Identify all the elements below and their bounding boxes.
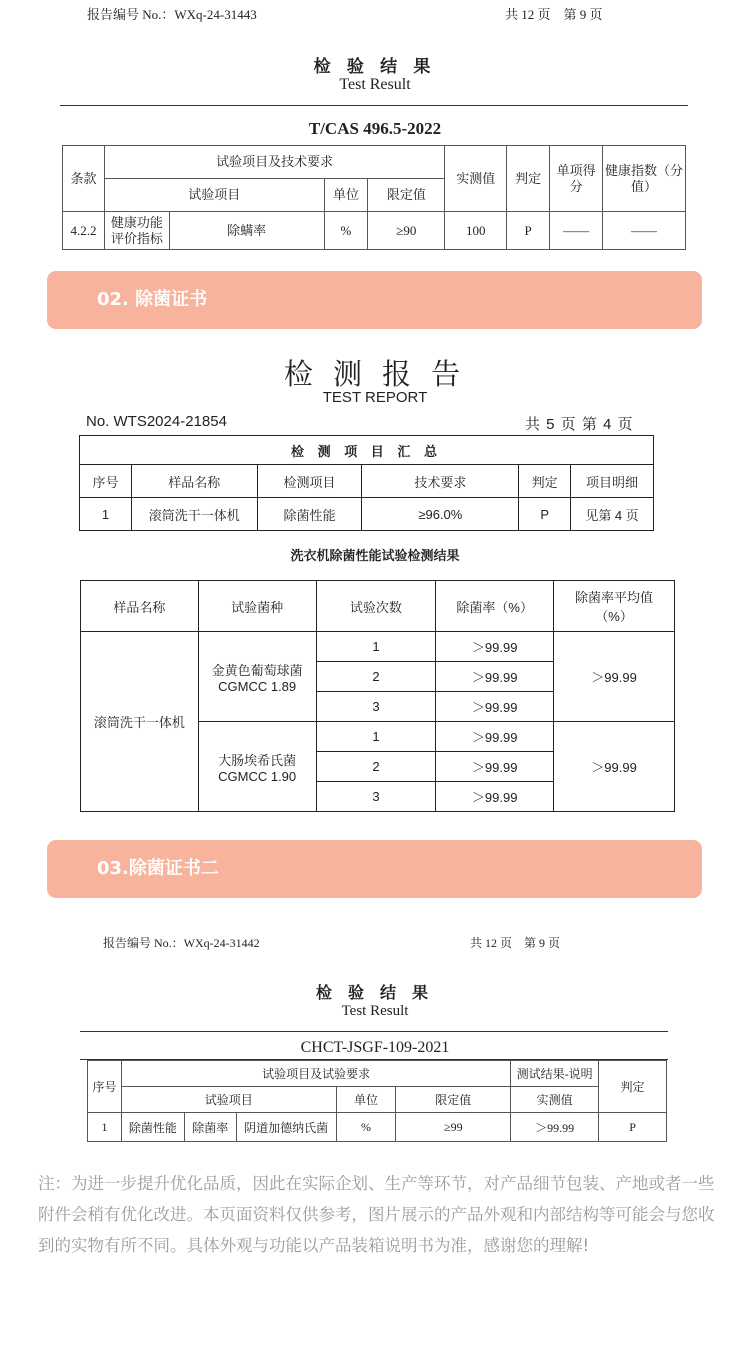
cell-category: 除菌性能	[121, 1113, 184, 1142]
detail-table-title: 洗衣机除菌性能试验检测结果	[290, 548, 460, 563]
divider	[60, 105, 688, 106]
header-requirement: 技术要求	[362, 465, 519, 498]
header-items-requirements: 试验项目及技术要求	[104, 146, 444, 179]
page-title-en: Test Result	[339, 76, 411, 93]
cell-judge: P	[519, 498, 571, 531]
cell-judge: P	[507, 212, 550, 250]
cell-unit: %	[336, 1113, 396, 1142]
section-banner-sterilization-certificate: 02. 除菌证书	[47, 271, 702, 329]
strain-code: CGMCC 1.90	[218, 768, 297, 784]
cell-limit: ≥99	[396, 1113, 511, 1142]
cell-category: 健康功能评价指标	[104, 212, 169, 250]
cell-clause: 4.2.2	[63, 212, 105, 250]
report-number: 报告编号 No.：WXq-24-31443	[87, 7, 257, 22]
strain-name: 大肠埃希氏菌	[218, 752, 297, 768]
cell-measured: 100	[445, 212, 507, 250]
header-no: 序号	[80, 465, 132, 498]
cell-item: 除菌率	[184, 1113, 236, 1142]
cell-requirement: ≥96.0%	[362, 498, 519, 531]
header-detail: 项目明细	[571, 465, 654, 498]
cell-item: 除螨率	[169, 212, 324, 250]
cell-run: 1	[316, 632, 436, 662]
header-average: 除菌率平均值（%）	[554, 581, 675, 632]
summary-table	[79, 435, 654, 531]
header-unit: 单位	[324, 179, 368, 212]
header-judge: 判定	[519, 465, 571, 498]
cell-measured: ＞99.99	[511, 1113, 599, 1142]
report-number: 报告编号 No.：WXq-24-31442	[103, 936, 260, 950]
cell-strain	[198, 722, 316, 812]
cell-strain: 阴道加德纳氏菌	[236, 1113, 336, 1142]
cell-rate: ＞99.99	[436, 722, 554, 752]
header-items-requirements: 试验项目及试验要求	[121, 1061, 510, 1087]
header-sample: 样品名称	[81, 581, 199, 632]
cell-single-score: ——	[550, 212, 603, 250]
report-title: 检 测 报 告	[283, 359, 467, 391]
cell-no: 1	[88, 1113, 122, 1142]
strain-name: 金黄色葡萄球菌	[211, 662, 303, 678]
cell-run: 2	[316, 752, 436, 782]
header-limit: 限定值	[396, 1087, 511, 1113]
page-count: 共 12 页 第 9 页	[505, 7, 603, 22]
table-row	[81, 632, 675, 662]
header-strain: 试验菌种	[198, 581, 316, 632]
standard-code: T/CAS 496.5-2022	[308, 119, 442, 138]
header-measured: 实测值	[445, 146, 507, 212]
strain-code: CGMCC 1.89	[218, 678, 297, 694]
report-number: No. WTS2024-21854	[86, 413, 227, 430]
page-title-en: Test Result	[341, 1003, 409, 1019]
header-runs: 试验次数	[316, 581, 436, 632]
table-row	[63, 212, 686, 250]
cell-unit: %	[324, 212, 368, 250]
header-judge: 判定	[599, 1061, 667, 1113]
cell-judge: P	[599, 1113, 667, 1142]
header-measured: 实测值	[511, 1087, 599, 1113]
cell-run: 3	[316, 692, 436, 722]
header-sample: 样品名称	[131, 465, 257, 498]
divider	[80, 1031, 668, 1032]
header-limit: 限定值	[368, 179, 445, 212]
test-result-table	[62, 145, 686, 250]
cell-detail: 见第 4 页	[571, 498, 654, 531]
cell-average: ＞99.99	[554, 722, 675, 812]
standard-code: CHCT-JSGF-109-2021	[300, 1039, 450, 1056]
cell-rate: ＞99.99	[436, 692, 554, 722]
header-item: 试验项目	[104, 179, 324, 212]
header-test-item: 检测项目	[257, 465, 362, 498]
cell-rate: ＞99.99	[436, 782, 554, 812]
cell-strain	[198, 632, 316, 722]
cell-test-item: 除菌性能	[257, 498, 362, 531]
header-clause: 条款	[63, 146, 105, 212]
cell-average: ＞99.99	[554, 632, 675, 722]
page-title: 检 验 结 果	[315, 985, 434, 1002]
cell-sample: 滚筒洗干一体机	[81, 632, 199, 812]
header-judge: 判定	[507, 146, 550, 212]
cell-health-index: ——	[603, 212, 686, 250]
header-unit: 单位	[336, 1087, 396, 1113]
summary-caption: 检 测 项 目 汇 总	[80, 436, 654, 465]
header-health-index: 健康指数（分值）	[603, 146, 686, 212]
page-count: 共 5 页 第 4 页	[525, 416, 634, 433]
section-banner-sterilization-certificate-2: 03.除菌证书二	[47, 840, 702, 898]
sterilization-detail-table	[80, 580, 675, 812]
header-item: 试验项目	[121, 1087, 336, 1113]
header-rate: 除菌率（%）	[436, 581, 554, 632]
cell-run: 3	[316, 782, 436, 812]
report-title-en: TEST REPORT	[322, 389, 428, 406]
cell-run: 1	[316, 722, 436, 752]
page-title: 检 验 结 果	[313, 57, 437, 76]
cell-sample: 滚筒洗干一体机	[131, 498, 257, 531]
header-result-note: 测试结果-说明	[511, 1061, 599, 1087]
table-row	[88, 1113, 667, 1142]
cell-no: 1	[80, 498, 132, 531]
disclaimer-note: 注：为进一步提升优化品质，因此在实际企划、生产等环节，对产品细节包装、产地或者一些附件会稍有优化改进。本页面资料仅供参考，图片展示的产品外观和内部结构等可能会与您收到的实物有所不同。具体外观与功能以产品装箱说明书为准，感谢您的理解!	[38, 1174, 715, 1255]
test-result-table	[87, 1060, 667, 1142]
cell-run: 2	[316, 662, 436, 692]
cell-rate: ＞99.99	[436, 662, 554, 692]
cell-rate: ＞99.99	[436, 752, 554, 782]
table-row	[80, 498, 654, 531]
cell-rate: ＞99.99	[436, 632, 554, 662]
header-single-score: 单项得分	[550, 146, 603, 212]
page-count: 共 12 页 第 9 页	[470, 936, 561, 950]
cell-limit: ≥90	[368, 212, 445, 250]
header-no: 序号	[88, 1061, 122, 1113]
